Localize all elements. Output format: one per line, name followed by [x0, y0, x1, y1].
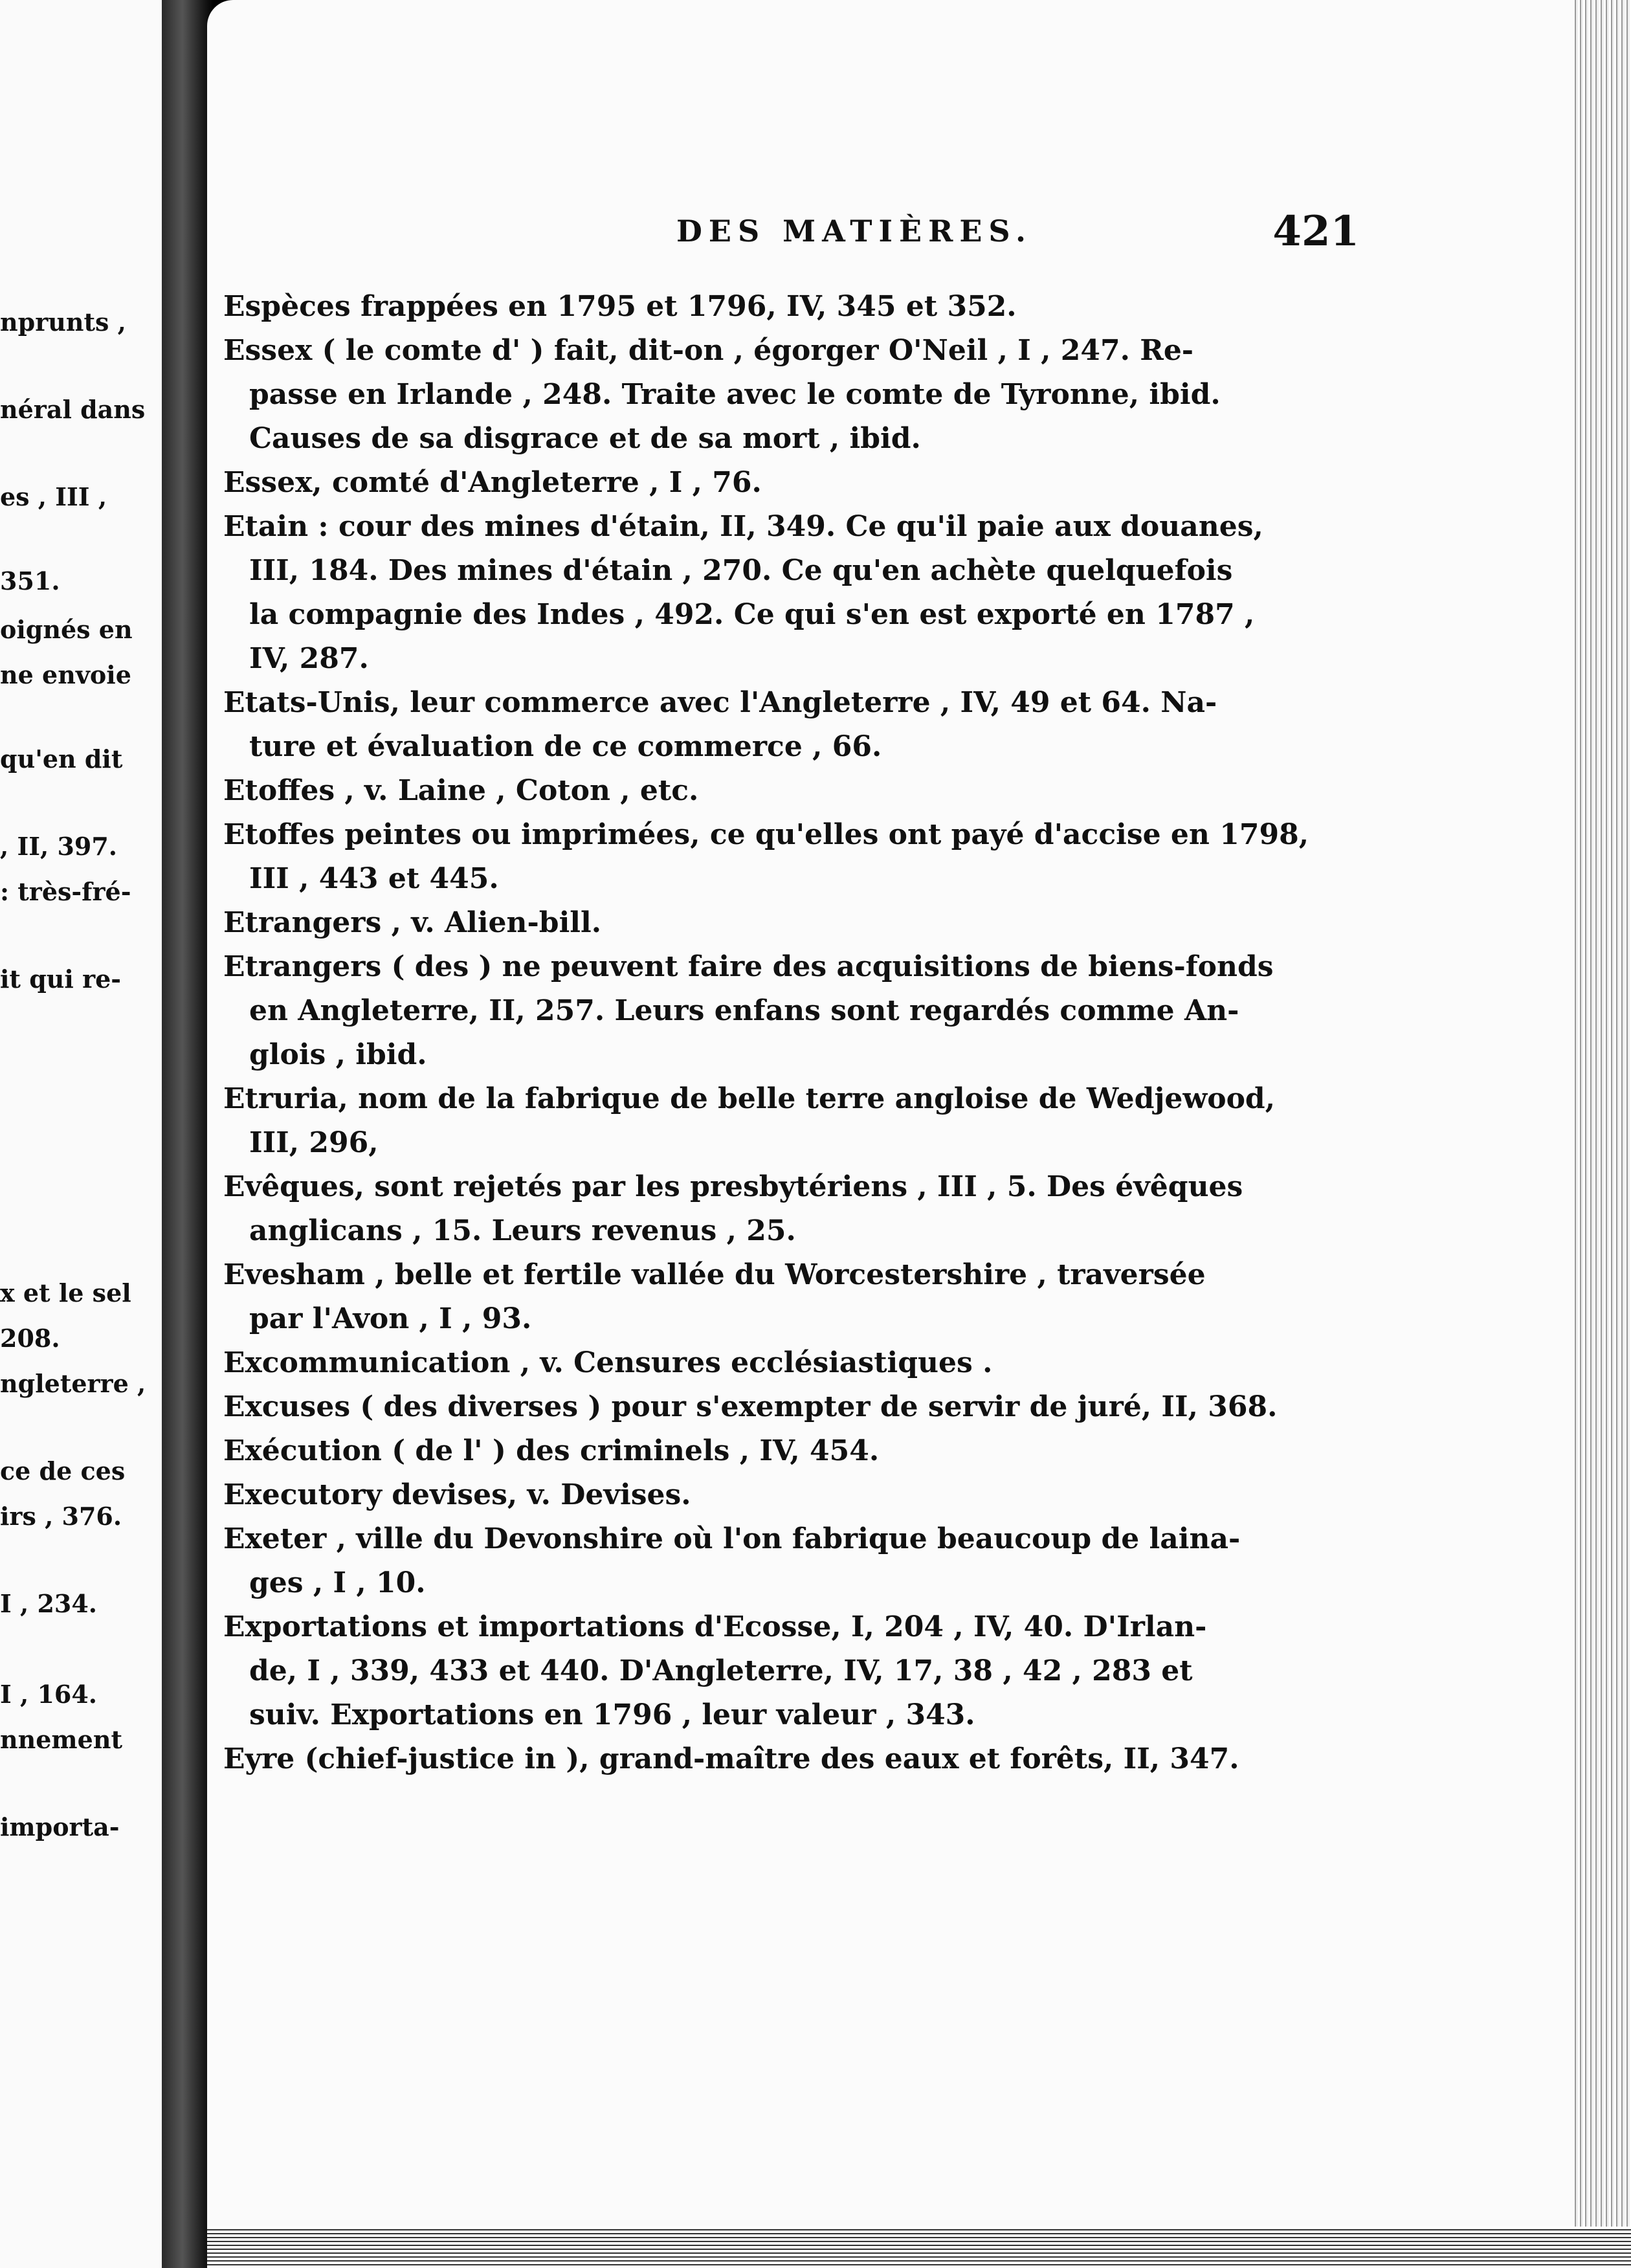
index-entry	[223, 461, 1175, 505]
entry-line: ges , I , 10.	[249, 1566, 426, 1599]
index-entry	[223, 945, 1274, 1077]
index-entry	[223, 1605, 1207, 1737]
entry-line: Etoffes , v. Laine , Coton , etc.	[223, 774, 699, 807]
left-page-fragment: ne envoie	[0, 660, 131, 689]
entry-line: Executory devises, v. Devises.	[223, 1478, 691, 1511]
entry-line: Excommunication , v. Censures ecclésiastiques .	[223, 1346, 993, 1379]
index-entries	[223, 285, 1309, 1781]
left-page-fragment: 351.	[0, 566, 60, 595]
index-entry	[223, 813, 1309, 901]
entry-line: de, I , 339, 433 et 440. D'Angleterre, IV, 17, 38 , 42 , 283 et	[249, 1654, 1193, 1687]
index-entry	[223, 329, 1221, 461]
left-page-fragment: importa-	[0, 1812, 120, 1841]
entry-line: Exportations et importations d'Ecosse, I, 204 , IV, 40. D'Irlan-	[223, 1610, 1207, 1643]
index-entry	[223, 505, 1263, 681]
index-entry	[223, 1165, 1243, 1253]
entry-line: suiv. Exportations en 1796 , leur valeur , 343.	[249, 1698, 975, 1731]
entry-line: Etain : cour des mines d'étain, II, 349. Ce qu'il paie aux douanes,	[223, 510, 1263, 543]
left-page-fragment: 208.	[0, 1324, 60, 1353]
entry-line: Causes de sa disgrace et de sa mort , ibid.	[249, 422, 921, 455]
left-page-fragment: néral dans	[0, 395, 146, 424]
page-edge	[1573, 0, 1631, 2268]
book-gutter	[162, 0, 214, 2268]
entry-line: Espèces frappées en 1795 et 1796, IV, 345 et 352.	[223, 290, 1017, 323]
entry-line: IV, 287.	[249, 642, 369, 675]
index-entry	[223, 1077, 1276, 1165]
index-entry	[223, 285, 1175, 329]
entry-line: III, 296,	[249, 1126, 379, 1159]
index-entry	[223, 1737, 1239, 1781]
entry-line: glois , ibid.	[249, 1038, 427, 1071]
entry-line: Exeter , ville du Devonshire où l'on fabrique beaucoup de laina-	[223, 1522, 1241, 1555]
index-entry	[223, 901, 1175, 945]
left-page-fragment: I , 164.	[0, 1680, 98, 1709]
entry-line: ture et évaluation de ce commerce , 66.	[249, 730, 882, 763]
page-number: 421	[1272, 207, 1359, 256]
left-page-fragment: , II, 397.	[0, 832, 118, 861]
entry-line: la compagnie des Indes , 492. Ce qui s'en est exporté en 1787 ,	[249, 598, 1255, 631]
left-page-fragment: qu'en dit	[0, 744, 123, 773]
bottom-page-edge	[207, 2227, 1631, 2268]
left-page-fragment: ce de ces	[0, 1456, 126, 1485]
entry-line: Etoffes peintes ou imprimées, ce qu'elles ont payé d'accise en 1798,	[223, 818, 1309, 851]
index-entry	[223, 1253, 1206, 1341]
entry-line: Exécution ( de l' ) des criminels , IV, 454.	[223, 1434, 880, 1467]
left-page-fragment: I , 234.	[0, 1589, 98, 1618]
left-facing-page	[0, 0, 162, 2268]
entry-line: Etrangers , v. Alien-bill.	[223, 906, 602, 939]
entry-line: Etats-Unis, leur commerce avec l'Angleterre , IV, 49 et 64. Na-	[223, 686, 1217, 719]
entry-line: III , 443 et 445.	[249, 862, 499, 895]
entry-line: passe en Irlande , 248. Traite avec le comte de Tyronne, ibid.	[249, 378, 1221, 411]
left-page-fragment: irs , 376.	[0, 1502, 122, 1531]
left-page-fragment: : très-fré-	[0, 877, 131, 906]
entry-line: Essex, comté d'Angleterre , I , 76.	[223, 466, 762, 499]
index-entry	[223, 1473, 1175, 1517]
entry-line: Excuses ( des diverses ) pour s'exempter de servir de juré, II, 368.	[223, 1390, 1278, 1423]
entry-line: en Angleterre, II, 257. Leurs enfans sont regardés comme An-	[249, 994, 1239, 1027]
index-entry	[223, 769, 1175, 813]
main-page	[207, 0, 1573, 2227]
left-page-fragment: nnement	[0, 1725, 122, 1754]
index-entry	[223, 1385, 1278, 1429]
entry-line: anglicans , 15. Leurs revenus , 25.	[249, 1214, 796, 1247]
left-page-fragment: es , III ,	[0, 482, 107, 511]
entry-line: Eyre (chief-justice in ), grand-maître des eaux et forêts, II, 347.	[223, 1742, 1239, 1775]
entry-line: Etruria, nom de la fabrique de belle terre angloise de Wedjewood,	[223, 1082, 1276, 1115]
left-page-fragment: it qui re-	[0, 964, 122, 994]
page-header	[466, 207, 1359, 265]
left-page-fragment: ngleterre ,	[0, 1369, 146, 1398]
index-entry	[223, 681, 1217, 769]
index-entry	[223, 1429, 1175, 1473]
entry-line: par l'Avon , I , 93.	[249, 1302, 532, 1335]
index-entry	[223, 1341, 1175, 1385]
running-head: DES MATIÈRES.	[676, 214, 1032, 249]
entry-line: Etrangers ( des ) ne peuvent faire des acquisitions de biens-fonds	[223, 950, 1274, 983]
index-entry	[223, 1517, 1241, 1605]
left-page-fragment: nprunts ,	[0, 307, 126, 337]
left-page-fragment: oignés en	[0, 615, 133, 644]
entry-line: III, 184. Des mines d'étain , 270. Ce qu'en achète quelquefois	[249, 554, 1233, 587]
entry-line: Evesham , belle et fertile vallée du Worcestershire , traversée	[223, 1258, 1206, 1291]
entry-line: Evêques, sont rejetés par les presbytériens , III , 5. Des évêques	[223, 1170, 1243, 1203]
left-page-fragment: x et le sel	[0, 1278, 131, 1307]
entry-line: Essex ( le comte d' ) fait, dit-on , égorger O'Neil , I , 247. Re-	[223, 334, 1194, 367]
